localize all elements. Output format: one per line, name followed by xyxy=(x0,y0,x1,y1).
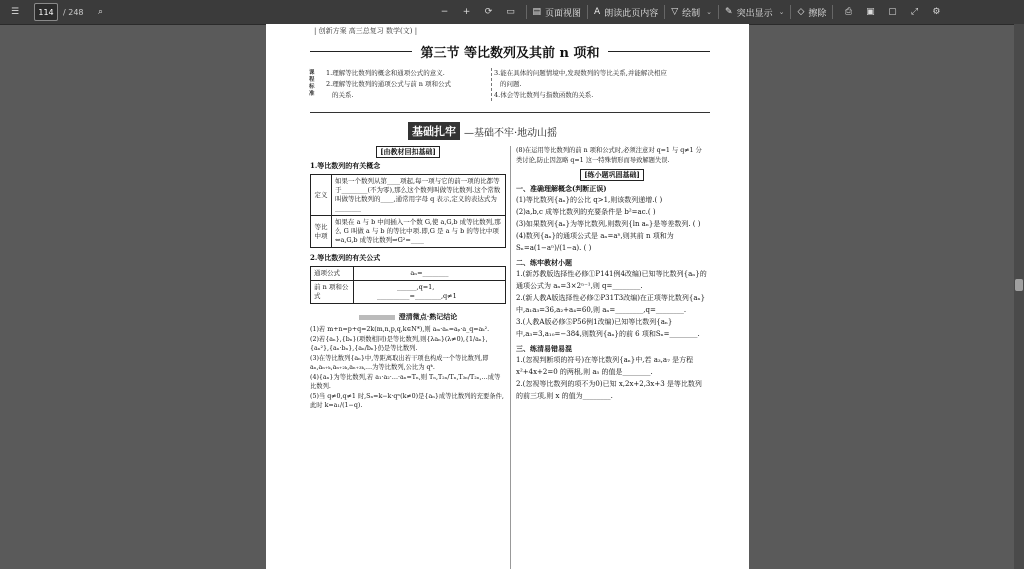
highlight-button[interactable]: ✎ 突出显示 ⌄ xyxy=(725,7,785,19)
eraser-icon: ◇ xyxy=(797,7,805,17)
read-aloud-button[interactable]: A 朗读此页内容 xyxy=(594,7,659,19)
standards-tag: 课程标准 xyxy=(309,70,315,97)
save-icon[interactable]: ▣ xyxy=(866,7,875,17)
search-icon[interactable]: ⌕ xyxy=(97,7,104,17)
contents-icon[interactable]: ☰ xyxy=(10,7,20,17)
banner xyxy=(408,122,557,140)
settings-gear-icon[interactable]: ⚙ xyxy=(932,7,941,17)
breadcrumb: | 创新方案 高三总复习 数学(文) | xyxy=(314,27,418,35)
highlight-icon: ✎ xyxy=(725,7,733,17)
read-aloud-icon: A xyxy=(594,7,601,17)
zoom-in-icon[interactable]: + xyxy=(462,7,471,17)
fullscreen-icon[interactable]: ⤢ xyxy=(910,7,919,17)
page-view-button[interactable]: ▤ 页面视图 xyxy=(532,7,582,19)
banner-subtitle: —基础不牢·地动山摇 xyxy=(464,127,558,139)
banner-badge: 基础扎牢 xyxy=(408,122,460,140)
draw-button[interactable]: ▽ 绘制 ⌄ xyxy=(671,7,713,19)
left-head: [由教材回扣基础] xyxy=(376,146,440,158)
concept-table: 定义 如果一个数列从第____项起,每一项与它的前一项的比都等于________(不为零),那么这个数列叫做等比数列.这个常数叫做等比数列的____,通常用字母 q 表示,定义的表达式为________ 等比中项 如果在 a 与 b 中间插入一个数 G,使 a,G,b 成等比数列,那么 G 叫做 a 与 b 的等比中项.即,G 是 a 与 b 的等比中项⇔a,G,b 成等比数列⇒G²=____ xyxy=(310,174,506,248)
standards-right: 3.能在具体的问题情境中,发现数列的等比关系,并能解决相应 的问题. 4.体会等比数列与指数函数的关系. xyxy=(491,68,716,101)
chevron-down-icon[interactable]: ⌄ xyxy=(706,8,713,16)
print-icon[interactable]: ⎙ xyxy=(844,7,853,17)
page-number-input[interactable]: 114 xyxy=(34,3,58,21)
vertical-scrollbar[interactable] xyxy=(1014,24,1024,569)
pdf-toolbar xyxy=(0,0,1024,25)
right-column: (8)在运用等比数列的前 n 项和公式时,必须注意对 q=1 与 q≠1 分类讨论,防止因忽略 q=1 这一特殊情形而导致解题失误. [练小题巩固基础] 一、准确理解概念(判断正误) (1)等比数列{aₙ}的公比 q>1,则该数列递增.( ) (2)a,b,c 成等比数列的充要条件是 b²=ac.( ) (3)如果数列{aₙ}为等比数列,则数列{ln aₙ}是等差数列. ( ) (4)数列{aₙ}的通项公式是 aₙ=aⁿ,则其前 n 项和为 Sₙ=a(1−aⁿ)/(1−a). ( ) 二、练牢教材小题 1.(新苏教版选择性必修①P141例4改编)已知等比数列{aₙ}的通项公式为 aₙ=3×2ⁿ⁻¹,则 q=________. 2.(新人教A版选择性必修②P31T3改编)在正项等比数列{aₙ}中,a₁a₃=36,a₂+a₄=60,则 aₙ=________,q=________. 3.(人教A版必修⑤P56例1改编)已知等比数列{aₙ}中,a₃=3,a₁₀=−384,则数列{aₙ}的前 6 项和Sₙ=________. 三、练清易错易混 1.(忽视判断项的符号)在等比数列{aₙ}中,若 a₃,a₇ 是方程 x²+4x+2=0 的两根,则 a₅ 的值是________. 2.(忽视等比数列的项不为0)已知 x,2x+2,3x+3 是等比数列的前三项,则 x 的值为________. xyxy=(516,147,707,400)
erase-button[interactable]: ◇ 擦除 xyxy=(797,7,827,19)
fit-page-icon[interactable]: ▭ xyxy=(506,7,515,17)
draw-icon: ▽ xyxy=(671,7,679,17)
right-head: [练小题巩固基础] xyxy=(580,169,644,181)
page-view-icon: ▤ xyxy=(532,7,542,17)
save-as-icon[interactable]: ▢ xyxy=(888,7,897,17)
pdf-page xyxy=(266,24,749,569)
left-column: [由教材回扣基础] 1.等比数列的有关概念 定义 如果一个数列从第____项起,每一项与它的前一项的比都等于________(不为零),那么这个数列叫做等比数列.这个常数叫做等比数列的____,通常用字母 q 表示,定义的表达式为________ 等比中项 如果在 a 与 b 中间插入一个数 G,使 a,G,b 成等比数列,那么 G 叫做 a 与 b 的等比中项.即,G 是 a 与 b 的等比中项⇔a,G,b 成等比数列⇒G²=____ 2.等比数列的有关公式 通项公式 aₙ=________ 前 n 项和公式 ______,q=1, __________=________,q≠1 澄清微点·熟记结论 (1)若 m+n=p+q=2k(m,n,p,q,k∈N*),则 aₘ·aₙ=aₚ·a_q=aₖ². (2)若{aₙ},{bₙ}(项数相同)是等比数列,则{λaₙ}(λ≠0),{1/aₙ},{aₙ²},{aₙ·bₙ},{aₙ/bₙ}仍是等比数列. (3)在等比数列{aₙ}中,等距离取出若干项也构成一个等比数列,即 aₙ,aₙ₊ₖ,aₙ₊₂ₖ,aₙ₊₃ₖ,…为等比数列,公比为 qᵏ. (4){aₙ}为等比数列,若 a₁·a₂·…·aₙ=Tₙ,则 Tₙ,T₂ₙ/Tₙ,T₃ₙ/T₂ₙ,…成等比数列. (5)当 q≠0,q≠1 时,Sₙ=k−k·qⁿ(k≠0)是{aₙ}成等比数列的充要条件,此时 k=a₁/(1−q). xyxy=(310,146,506,411)
page-total: / 248 xyxy=(63,7,84,17)
standards-left: 1.理解等比数列的概念和通项公式的意义. 2.理解等比数列的通项公式与前 n 项和公式 的关系. xyxy=(326,69,452,99)
clarify-head: 澄清微点·熟记结论 xyxy=(310,312,506,322)
scrollbar-thumb[interactable] xyxy=(1015,279,1023,291)
chevron-down-icon[interactable]: ⌄ xyxy=(778,8,785,16)
zoom-out-icon[interactable]: − xyxy=(440,7,449,17)
section-title: 第三节 等比数列及其前 n 项和 xyxy=(420,46,600,61)
formula-table: 通项公式 aₙ=________ 前 n 项和公式 ______,q=1, __________=________,q≠1 xyxy=(310,266,506,304)
rotate-icon[interactable]: ⟳ xyxy=(484,7,493,17)
section-title-row xyxy=(310,42,710,61)
